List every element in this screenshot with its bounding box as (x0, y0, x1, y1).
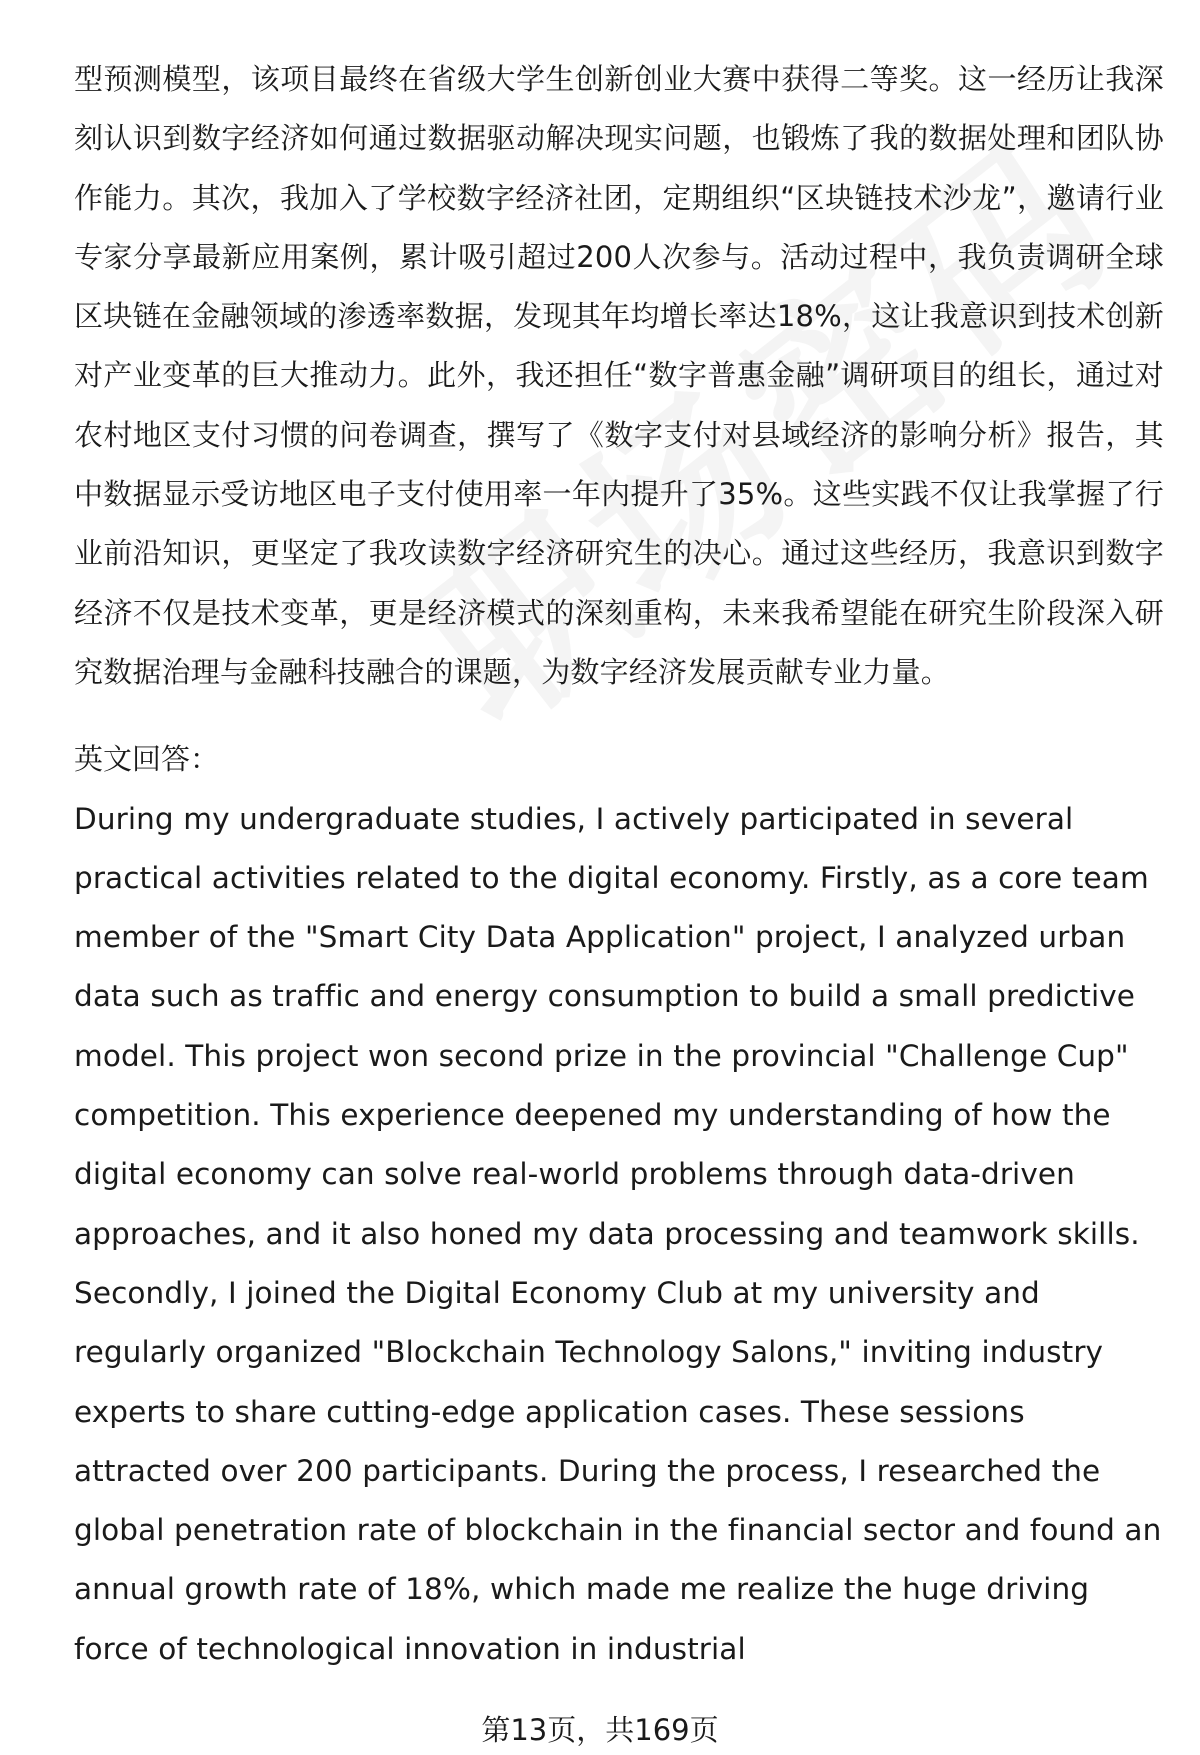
chinese-answer-paragraph: 型预测模型，该项目最终在省级大学生创新创业大赛中获得二等奖。这一经历让我深刻认识到数字经济如何通过数据驱动解决现实问题，也锻炼了我的数据处理和团队协作能力。其次，我加入了学校数字经济社团，定期组织“区块链技术沙龙”，邀请行业专家分享最新应用案例，累计吸引超过200人次参与。活动过程中，我负责调研全球区块链在金融领域的渗透率数据，发现其年均增长率达18%，这让我意识到技术创新对产业变革的巨大推动力。此外，我还担任“数字普惠金融”调研项目的组长，通过对农村地区支付习惯的问卷调查，撰写了《数字支付对县域经济的影响分析》报告，其中数据显示受访地区电子支付使用率一年内提升了35%。这些实践不仅让我掌握了行业前沿知识，更坚定了我攻读数字经济研究生的决心。通过这些经历，我意识到数字经济不仅是技术变革，更是经济模式的深刻重构，未来我希望能在研究生阶段深入研究数据治理与金融科技融合的课题，为数字经济发展贡献专业力量。 (74, 62, 1164, 689)
page-indicator: 第13页，共169页 (481, 1713, 719, 1747)
english-answer-label: 英文回答： (74, 742, 220, 777)
page-content (74, 50, 1164, 1679)
english-answer-paragraph: During my undergraduate studies, I actively participated in several practical activities related to the digital economy. Firstly, as a core team member of the "Smart City Data Application" project, I analyzed urban data such as traffic and energy consumption to build a small predictive model. This project won second prize in the provincial "Challenge Cup" competition. This experience deepened my understanding of how the digital economy can solve real-world problems through data-driven approaches, and it also honed my data processing and teamwork skills. Secondly, I joined the Digital Economy Club at my university and regularly organized "Blockchain Technology Salons," inviting industry experts to share cutting-edge application cases. These sessions attracted over 200 participants. During the process, I researched the global penetration rate of blockchain in the financial sector and found an annual growth rate of 18%, which made me realize the huge driving force of technological innovation in industrial (74, 801, 1162, 1666)
